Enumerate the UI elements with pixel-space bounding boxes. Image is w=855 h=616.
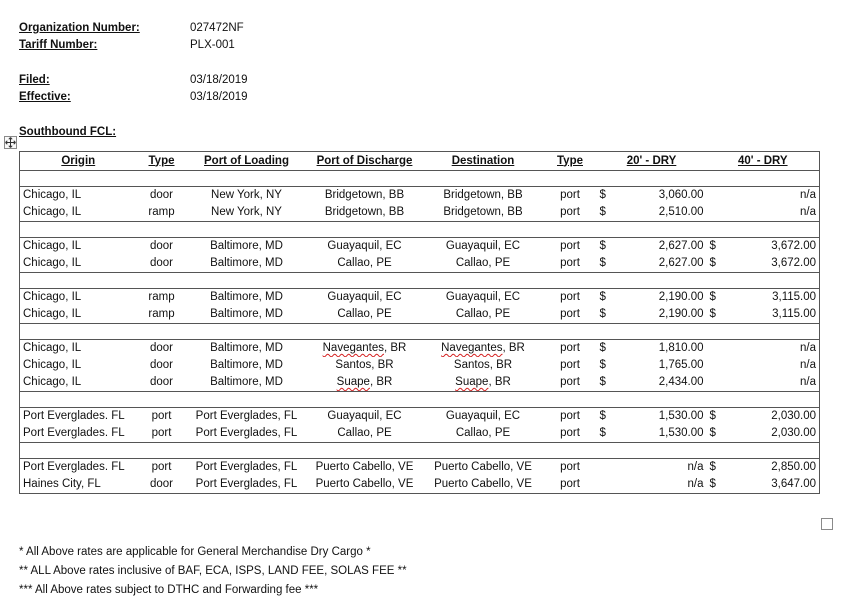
cell-destination: Navegantes, BR — [423, 340, 544, 358]
cell-destination: Callao, PE — [455, 257, 511, 269]
cell-rate-20-dry: 1,765.00 — [658, 359, 704, 371]
cell-rate-20-dry: 2,434.00 — [658, 376, 704, 388]
group-separator-row — [20, 324, 820, 340]
separator-cell — [20, 392, 820, 408]
cell-currency-20: $ — [599, 376, 606, 388]
cell-destination: Guayaquil, EC — [423, 289, 544, 307]
cell-type: ramp — [137, 289, 187, 307]
cell-currency-40: $ — [707, 459, 731, 477]
cell-currency-20: $ — [599, 308, 606, 320]
cell-type: port — [137, 459, 187, 477]
cell-rate-40-dry: 3,115.00 — [731, 289, 820, 307]
cell-origin: Chicago, IL — [20, 289, 137, 307]
cell-type: port — [151, 427, 172, 439]
cell-port-of-discharge: Callao, PE — [337, 257, 392, 269]
col-header-origin: Origin — [61, 154, 96, 167]
separator-cell — [20, 273, 820, 289]
cell-port-of-discharge: Bridgetown, BB — [324, 206, 405, 218]
spelling-flag: Suape — [336, 376, 370, 388]
cell-origin: Port Everglades. FL — [20, 459, 137, 477]
cell-type: door — [137, 340, 187, 358]
cell-currency-40 — [707, 187, 731, 205]
cell-port-of-discharge: Puerto Cabello, VE — [307, 459, 423, 477]
table-row — [20, 255, 820, 273]
cell-dest-type: port — [560, 308, 580, 320]
cell-port-of-loading: Baltimore, MD — [187, 289, 307, 307]
table-row — [20, 289, 820, 307]
cell-rate-20-dry: n/a — [623, 459, 707, 477]
cell-port-of-discharge: Guayaquil, EC — [307, 408, 423, 426]
cell-port-of-loading: Baltimore, MD — [187, 340, 307, 358]
cell-currency-40: $ — [709, 308, 716, 320]
cell-origin: Chicago, IL — [23, 257, 82, 269]
cell-rate-40-dry: n/a — [731, 340, 820, 358]
cell-rate-20-dry: 2,190.00 — [623, 289, 707, 307]
cell-type: door — [137, 238, 187, 256]
section-title: Southbound FCL: — [19, 126, 117, 138]
cell-dest-type: port — [544, 340, 597, 358]
cell-origin: Port Everglades. FL — [23, 427, 125, 439]
cell-currency-20: $ — [599, 257, 606, 269]
cell-origin: Chicago, IL — [23, 359, 82, 371]
cell-type: port — [137, 408, 187, 426]
cell-type: ramp — [148, 206, 175, 218]
cell-currency-20: $ — [599, 359, 606, 371]
cell-rate-40-dry: n/a — [800, 206, 817, 218]
organization-number-label: Organization Number: — [19, 22, 140, 34]
cell-destination: Callao, PE — [455, 308, 511, 320]
cell-dest-type: port — [560, 376, 580, 388]
cell-dest-type: port — [560, 206, 580, 218]
cell-currency-40 — [707, 357, 731, 374]
cell-origin: Chicago, IL — [23, 206, 82, 218]
effective-label: Effective: — [19, 91, 71, 103]
cell-dest-type: port — [560, 427, 580, 439]
cell-destination: Guayaquil, EC — [423, 238, 544, 256]
cell-rate-40-dry: 2,030.00 — [731, 408, 820, 426]
cell-origin: Chicago, IL — [20, 187, 137, 205]
cell-type: door — [149, 359, 174, 371]
cell-currency-40: $ — [709, 427, 716, 439]
cell-rate-20-dry: 1,810.00 — [623, 340, 707, 358]
spelling-flag: Suape — [455, 376, 489, 388]
cell-currency-40 — [707, 340, 731, 358]
cell-rate-20-dry: n/a — [687, 478, 704, 490]
cell-rate-20-dry: 1,530.00 — [658, 427, 704, 439]
cell-origin: Haines City, FL — [23, 478, 101, 490]
table-row — [20, 425, 820, 443]
cell-port-of-discharge: Suape, BR — [336, 376, 393, 388]
cell-rate-40-dry: n/a — [800, 376, 817, 388]
table-row — [20, 374, 820, 392]
cell-currency-40 — [707, 204, 731, 222]
group-separator-row — [20, 222, 820, 238]
cell-rate-20-dry: 2,190.00 — [658, 308, 704, 320]
cell-origin: Chicago, IL — [20, 340, 137, 358]
cell-port-of-discharge: Guayaquil, EC — [307, 238, 423, 256]
cell-currency-20: $ — [597, 340, 623, 358]
cell-type: door — [137, 187, 187, 205]
table-row — [20, 238, 820, 256]
cell-currency-20: $ — [597, 408, 623, 426]
cell-dest-type: port — [560, 257, 580, 269]
col-header-destination: Destination — [451, 154, 515, 167]
cell-origin: Port Everglades. FL — [20, 408, 137, 426]
cell-port-of-loading: New York, NY — [187, 187, 307, 205]
table-row — [20, 204, 820, 222]
cell-rate-40-dry: 3,672.00 — [771, 257, 817, 269]
cell-port-of-discharge: Callao, PE — [337, 427, 392, 439]
cell-dest-type: port — [544, 459, 597, 477]
cell-currency-40: $ — [709, 257, 716, 269]
cell-dest-type: port — [544, 238, 597, 256]
cell-currency-20 — [597, 476, 623, 494]
table-header-row — [20, 152, 820, 171]
cell-destination: Callao, PE — [455, 427, 511, 439]
cell-dest-type: port — [544, 289, 597, 307]
cell-destination: Guayaquil, EC — [423, 408, 544, 426]
filed-value: 03/18/2019 — [190, 74, 248, 86]
col-header-type: Type — [148, 154, 175, 167]
separator-cell — [20, 324, 820, 340]
cell-rate-20-dry: 2,510.00 — [658, 206, 704, 218]
separator-cell — [20, 443, 820, 459]
cell-rate-40-dry: n/a — [800, 359, 817, 371]
cell-currency-40: $ — [707, 408, 731, 426]
cell-origin: Chicago, IL — [20, 238, 137, 256]
group-separator-row — [20, 443, 820, 459]
cell-port-of-loading: Port Everglades, FL — [195, 478, 298, 490]
cell-rate-40-dry: 3,647.00 — [771, 478, 817, 490]
cell-currency-40: $ — [707, 289, 731, 307]
cell-dest-type: port — [544, 408, 597, 426]
cell-rate-40-dry: 3,115.00 — [772, 308, 817, 320]
cell-port-of-discharge: Santos, BR — [335, 359, 394, 371]
organization-number-value: 027472NF — [190, 22, 244, 34]
cell-currency-40 — [707, 374, 731, 392]
footnote: * All Above rates are applicable for General Merchandise Dry Cargo * — [19, 546, 371, 558]
table-row — [20, 476, 820, 494]
filed-label: Filed: — [19, 74, 50, 86]
cell-dest-type: port — [560, 478, 580, 490]
col-header-20-dry: 20' - DRY — [626, 154, 677, 167]
cell-currency-20: $ — [599, 427, 606, 439]
cell-port-of-discharge: Guayaquil, EC — [307, 289, 423, 307]
footnote: *** All Above rates subject to DTHC and Forwarding fee *** — [19, 584, 319, 596]
cell-destination: Puerto Cabello, VE — [423, 459, 544, 477]
table-row — [20, 408, 820, 426]
cell-rate-20-dry: 2,627.00 — [658, 257, 704, 269]
table-row — [20, 340, 820, 358]
cell-dest-type: port — [560, 359, 580, 371]
spelling-flag: Navegantes — [441, 342, 503, 354]
cell-destination: Suape, BR — [455, 376, 511, 388]
cell-type: door — [149, 478, 174, 490]
separator-cell — [20, 222, 820, 238]
cell-port-of-discharge: Bridgetown, BB — [307, 187, 423, 205]
cell-port-of-loading: Port Everglades, FL — [187, 408, 307, 426]
cell-currency-20: $ — [597, 238, 623, 256]
table-row — [20, 459, 820, 477]
cell-currency-20: $ — [599, 206, 606, 218]
cell-dest-type: port — [544, 187, 597, 205]
cell-type: door — [149, 376, 174, 388]
cell-rate-40-dry: 3,672.00 — [731, 238, 820, 256]
cell-currency-20: $ — [597, 289, 623, 307]
col-header-port-of-loading: Port of Loading — [204, 154, 289, 167]
cell-port-of-discharge: Navegantes, BR — [307, 340, 423, 358]
cell-port-of-discharge: Callao, PE — [337, 308, 392, 320]
cell-rate-20-dry: 2,627.00 — [623, 238, 707, 256]
cell-rate-40-dry: 2,030.00 — [771, 427, 817, 439]
table-row — [20, 187, 820, 205]
cell-rate-40-dry: 2,850.00 — [731, 459, 820, 477]
cell-destination: Santos, BR — [453, 359, 513, 371]
spelling-flag: Navegantes — [322, 342, 384, 354]
cell-port-of-loading: Port Everglades, FL — [195, 427, 298, 439]
col-header-40-dry: 40' - DRY — [737, 154, 788, 167]
cell-origin: Chicago, IL — [23, 376, 82, 388]
footnote: ** ALL Above rates inclusive of BAF, ECA, ISPS, LAND FEE, SOLAS FEE ** — [19, 565, 407, 577]
effective-value: 03/18/2019 — [190, 91, 248, 103]
cell-port-of-loading: Port Everglades, FL — [187, 459, 307, 477]
table-resize-handle[interactable] — [821, 518, 833, 530]
col-header-dest-type: Type — [557, 154, 583, 167]
rates-table — [19, 151, 820, 494]
col-header-port-of-discharge: Port of Discharge — [316, 154, 413, 167]
cell-type: ramp — [148, 308, 175, 320]
cell-rate-20-dry: 1,530.00 — [623, 408, 707, 426]
cell-port-of-loading: Baltimore, MD — [210, 359, 283, 371]
group-separator-row — [20, 171, 820, 187]
cell-currency-40: $ — [707, 238, 731, 256]
cell-port-of-loading: Baltimore, MD — [210, 376, 283, 388]
cell-port-of-loading: Baltimore, MD — [210, 308, 283, 320]
cell-rate-40-dry: n/a — [731, 187, 820, 205]
cell-rate-20-dry: 3,060.00 — [623, 187, 707, 205]
cell-destination: Bridgetown, BB — [443, 206, 523, 218]
cell-currency-20: $ — [597, 187, 623, 205]
tariff-number-label: Tariff Number: — [19, 39, 98, 51]
cell-origin: Chicago, IL — [23, 308, 82, 320]
group-separator-row — [20, 273, 820, 289]
cell-destination: Puerto Cabello, VE — [434, 478, 532, 490]
group-separator-row — [20, 392, 820, 408]
cell-port-of-loading: New York, NY — [211, 206, 282, 218]
cell-type: door — [149, 257, 174, 269]
cell-destination: Bridgetown, BB — [423, 187, 544, 205]
cell-currency-20 — [597, 459, 623, 477]
cell-currency-40: $ — [709, 478, 716, 490]
cell-port-of-discharge: Puerto Cabello, VE — [315, 478, 414, 490]
cell-port-of-loading: Baltimore, MD — [210, 257, 283, 269]
footnotes — [19, 543, 407, 600]
cell-port-of-loading: Baltimore, MD — [187, 238, 307, 256]
separator-cell — [20, 171, 820, 187]
table-row — [20, 357, 820, 374]
table-move-handle-icon[interactable] — [4, 136, 17, 149]
table-row — [20, 306, 820, 324]
tariff-number-value: PLX-001 — [190, 39, 235, 51]
